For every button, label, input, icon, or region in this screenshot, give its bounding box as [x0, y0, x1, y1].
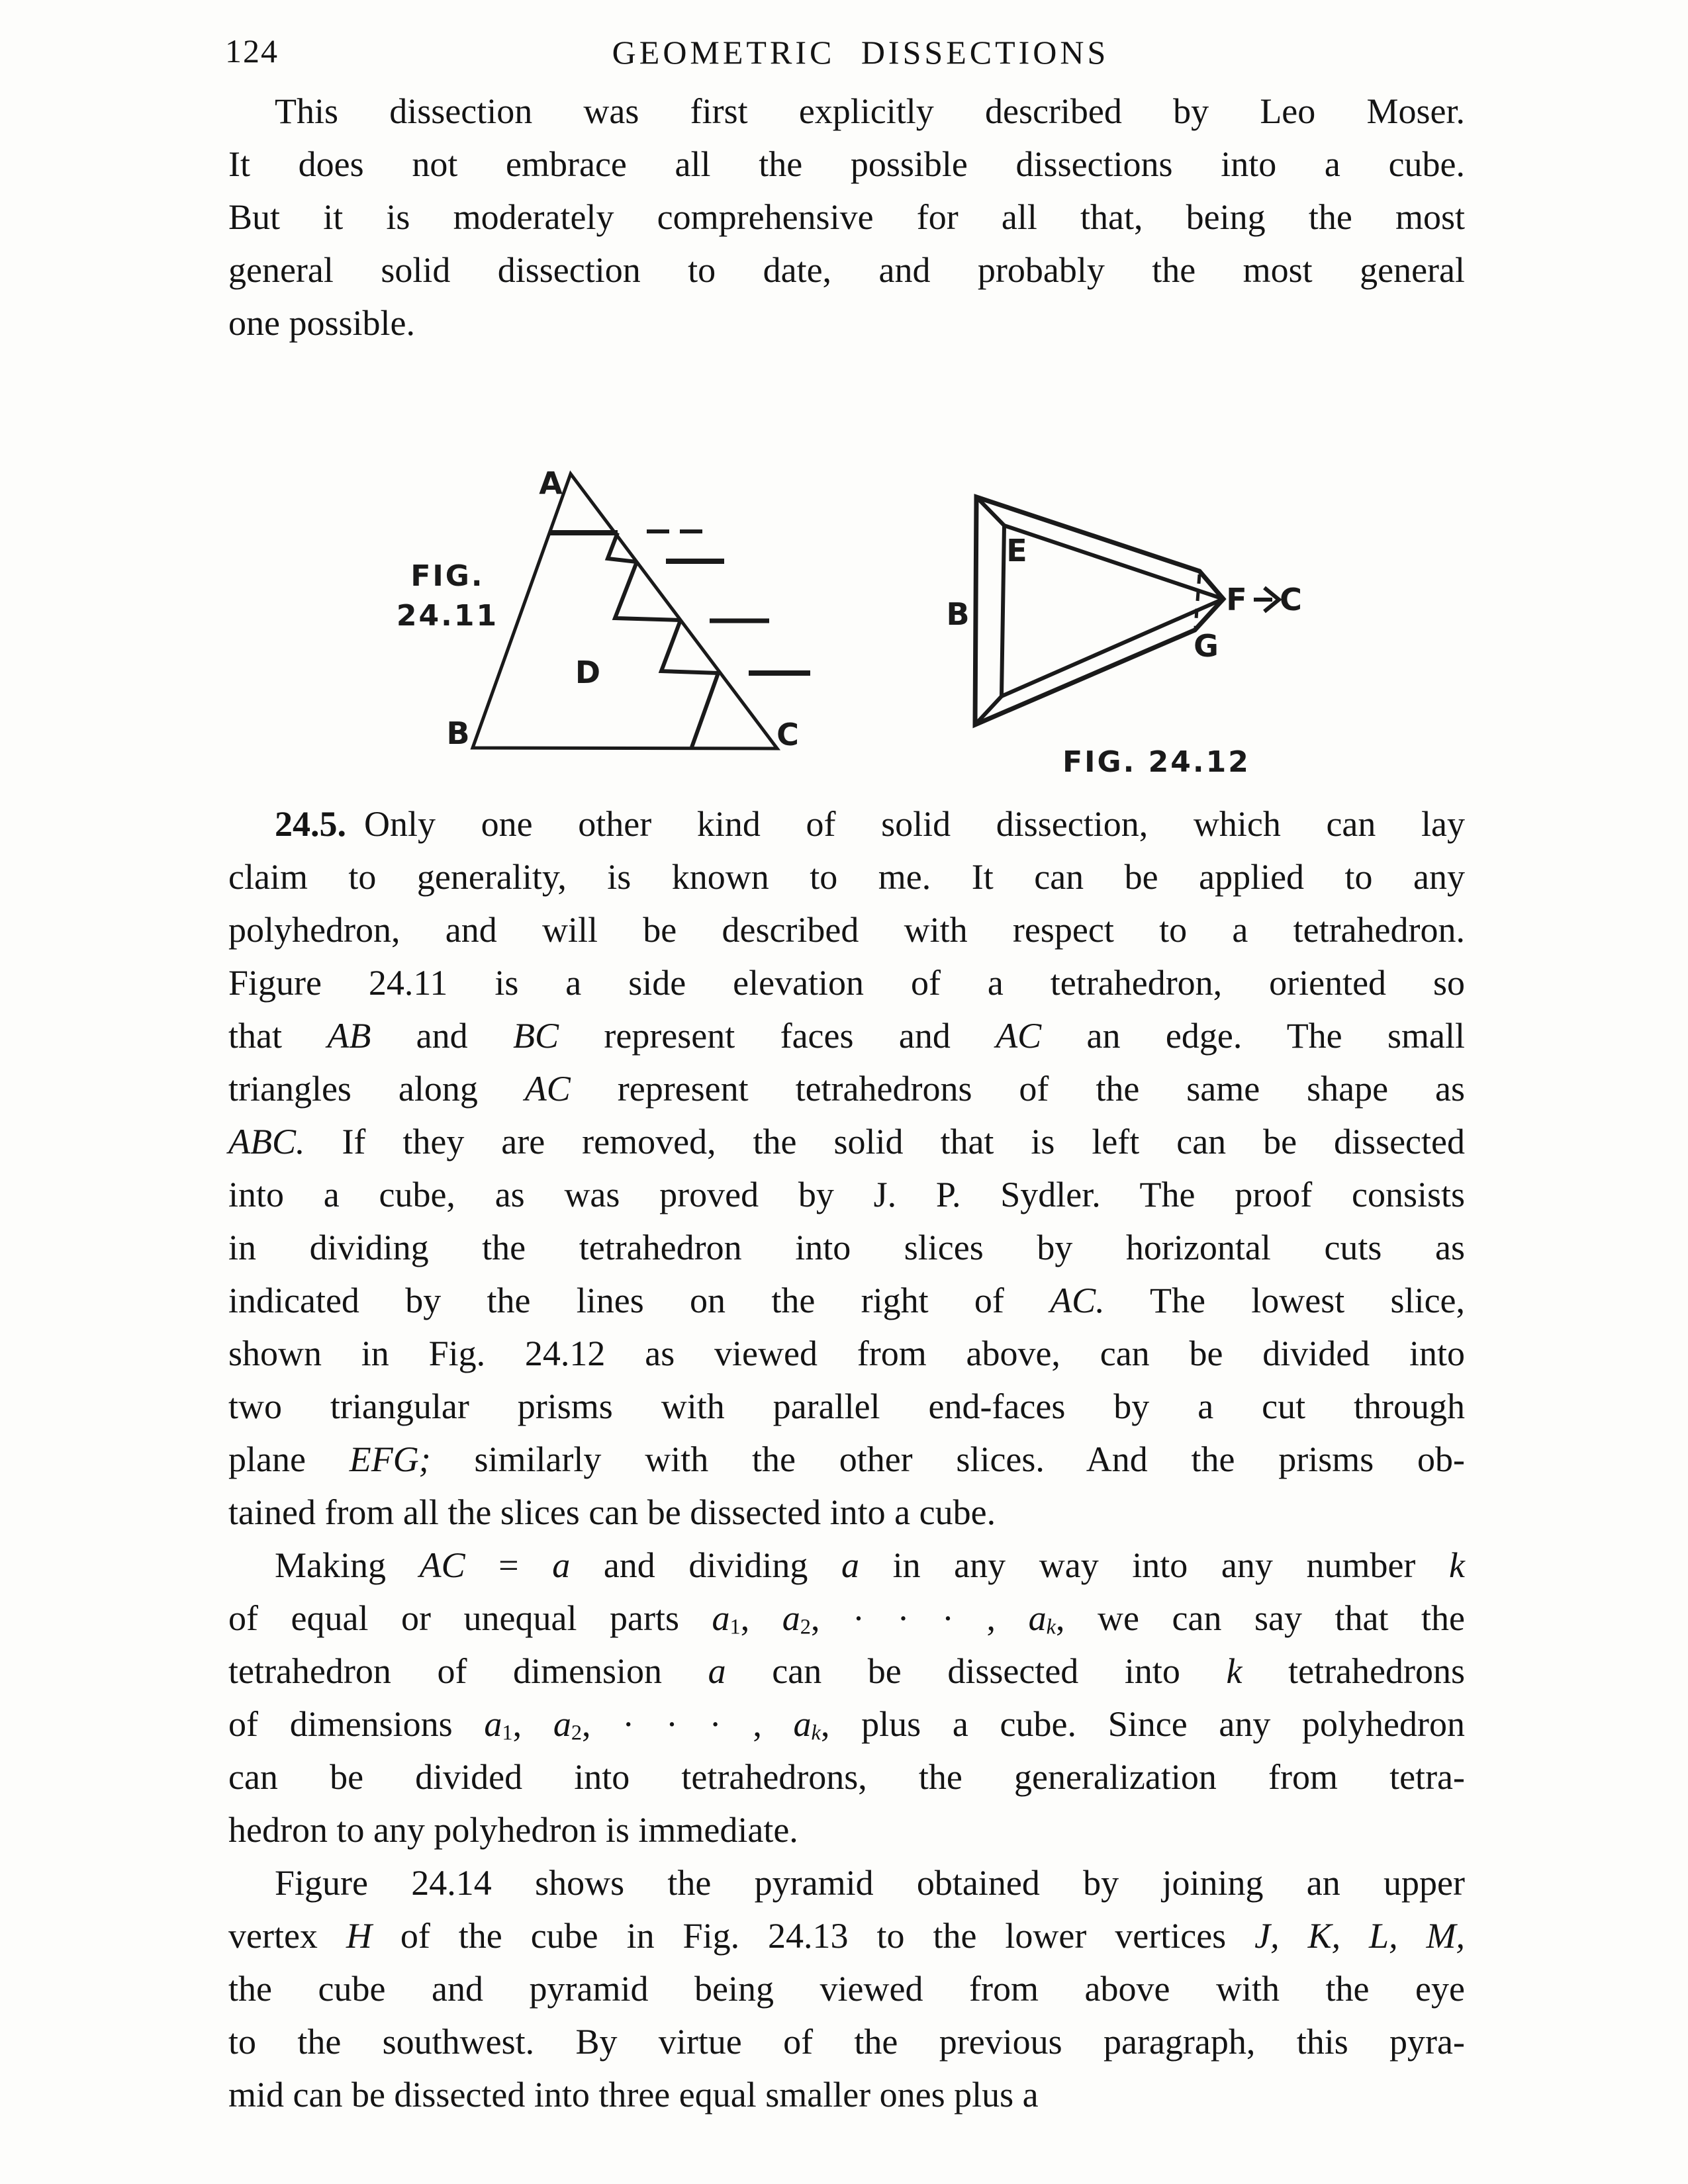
text-run: k — [1046, 1615, 1056, 1639]
text-run: can be divided into tetrahedrons, the generalization from tetra- — [228, 1757, 1465, 1797]
text-line — [228, 1698, 1465, 1751]
text-run: of equal or unequal parts — [228, 1598, 712, 1638]
text-run: , · · · , — [810, 1598, 1029, 1638]
prism-inner-top-edge — [1004, 525, 1223, 599]
text-line — [228, 1592, 1465, 1645]
text-run: that — [228, 1016, 328, 1056]
fig-24-11-caption-line2: 24.11 — [396, 599, 499, 633]
text-run: tetrahedrons — [1242, 1651, 1465, 1691]
vertex-label-e: E — [1006, 533, 1027, 569]
text-run: AC — [419, 1545, 465, 1585]
text-run: shown in Fig. 24.12 as viewed from above, can be divided into — [228, 1334, 1465, 1373]
text-run: Making — [275, 1545, 420, 1585]
paragraph — [228, 797, 1465, 1539]
text-run: two triangular prisms with parallel end-faces by a cut through — [228, 1387, 1465, 1426]
text-run: If they are removed, the solid that is left can be dissected — [305, 1122, 1465, 1161]
prism-inner-bottom-edge — [1002, 599, 1223, 696]
text-line — [228, 1062, 1465, 1115]
text-line — [228, 1380, 1465, 1433]
text-run: BC — [513, 1016, 559, 1056]
text-run: into a cube, as was proved by J. P. Sydler. The proof consists — [228, 1175, 1465, 1214]
text-line — [228, 244, 1465, 296]
text-run: one possible. — [228, 303, 415, 343]
text-run: can be dissected into — [726, 1651, 1227, 1691]
text-line — [228, 850, 1465, 903]
text-line — [228, 85, 1465, 138]
body-text-main — [228, 797, 1465, 2121]
paragraph — [228, 1539, 1465, 1856]
body-text-top — [228, 85, 1465, 349]
text-line — [228, 296, 1465, 349]
text-line — [228, 1486, 1465, 1539]
tetrahedron-side-elevation-outline — [473, 474, 777, 749]
text-run: in any way into any number — [859, 1545, 1450, 1585]
text-run: triangles along — [228, 1069, 525, 1109]
text-run: in dividing the tetrahedron into slices by horizontal cuts as — [228, 1228, 1465, 1267]
text-run: an edge. The small — [1041, 1016, 1465, 1056]
vertex-label-b: B — [446, 715, 470, 751]
text-run: a — [782, 1598, 800, 1638]
text-run: tained from all the slices can be dissected into a cube. — [228, 1492, 996, 1532]
figure-24-12 — [946, 497, 1301, 779]
text-run: 1 — [502, 1721, 513, 1745]
text-line — [228, 1909, 1465, 1962]
text-run: = — [465, 1545, 553, 1585]
text-run: mid can be dissected into three equal smaller ones plus a — [228, 2075, 1039, 2115]
text-run: , — [740, 1598, 782, 1638]
small-triangle-2 — [615, 562, 680, 620]
text-run: general solid dissection to date, and probably the most general — [228, 250, 1465, 290]
text-line — [228, 903, 1465, 956]
text-run: k — [1226, 1651, 1243, 1691]
figure-24-11 — [397, 465, 810, 752]
text-run: It does not embrace all the possible dissections into a cube. — [228, 144, 1465, 184]
text-run: a — [1028, 1598, 1047, 1638]
paragraph — [228, 85, 1465, 349]
text-line — [228, 1856, 1465, 1909]
text-run: plane — [228, 1439, 350, 1479]
text-run: similarly with the other slices. And the prisms ob- — [430, 1439, 1465, 1479]
text-run: a — [552, 1545, 571, 1585]
fig-24-11-caption-line1: FIG. — [410, 559, 485, 593]
text-run: AC — [996, 1016, 1042, 1056]
text-run: , we can say that the — [1055, 1598, 1466, 1638]
vertex-label-a: A — [539, 465, 563, 501]
text-run: vertex — [228, 1916, 346, 1956]
text-run: AB — [327, 1016, 371, 1056]
text-line — [228, 1221, 1465, 1274]
vertex-label-c: C — [776, 717, 799, 752]
running-head: GEOMETRIC DISSECTIONS — [612, 34, 1109, 71]
text-run: 2 — [571, 1721, 583, 1745]
text-run: the cube and pyramid being viewed from above with the eye — [228, 1969, 1465, 2009]
text-run: k — [811, 1721, 821, 1745]
text-run: represent tetrahedrons of the same shape as — [570, 1069, 1465, 1109]
text-run: and — [371, 1016, 513, 1056]
text-run: This dissection was first explicitly described by Leo Moser. — [275, 91, 1465, 131]
region-label-d: D — [575, 655, 601, 690]
small-triangle-3 — [661, 620, 718, 673]
text-run: of dimensions — [228, 1704, 485, 1744]
small-triangle-4 — [692, 673, 718, 747]
text-run: , · · · , — [582, 1704, 794, 1744]
text-run: k — [1449, 1545, 1465, 1585]
text-line — [228, 2068, 1465, 2121]
fig-24-12-caption: FIG. 24.12 — [1062, 745, 1250, 779]
text-line — [228, 1327, 1465, 1380]
text-run: claim to generality, is known to me. It can be applied to any — [228, 857, 1465, 897]
text-run: AC. — [1050, 1281, 1105, 1320]
paragraph — [228, 1856, 1465, 2121]
text-line — [228, 1539, 1465, 1592]
text-run: a — [708, 1651, 726, 1691]
text-line — [228, 956, 1465, 1009]
vertex-label-f: F — [1226, 582, 1247, 617]
page-number: 124 — [225, 32, 279, 69]
text-line — [228, 2015, 1465, 2068]
text-line — [228, 1803, 1465, 1856]
text-run: hedron to any polyhedron is immediate. — [228, 1810, 798, 1850]
text-run: Figure 24.14 shows the pyramid obtained by joining an upper — [275, 1863, 1465, 1903]
text-line — [228, 138, 1465, 191]
text-line — [228, 1962, 1465, 2015]
text-line — [228, 1168, 1465, 1221]
figures-illustration — [357, 430, 1403, 801]
prism-inner-left-edge — [975, 497, 1004, 725]
vertex-label-b2: B — [946, 596, 970, 632]
text-run: Only one other kind of solid dissection, which can lay — [346, 804, 1465, 844]
cut-plane-dashed-edge — [1196, 574, 1199, 627]
arrow-target-label-c: C — [1280, 582, 1302, 617]
text-run: 2 — [800, 1615, 811, 1639]
text-run: polyhedron, and will be described with respect to a tetrahedron. — [228, 910, 1465, 950]
text-line — [228, 797, 1465, 850]
text-run: ABC. — [228, 1122, 305, 1161]
text-run: The lowest slice, — [1104, 1281, 1466, 1320]
text-run: of the cube in Fig. 24.13 to the lower vertices — [371, 1916, 1255, 1956]
text-run: , plus a cube. Since any polyhedron — [820, 1704, 1466, 1744]
text-run: , — [512, 1704, 553, 1744]
text-run: AC — [524, 1069, 571, 1109]
text-run: a — [484, 1704, 502, 1744]
text-run: 24.5. — [275, 804, 346, 844]
text-line — [228, 191, 1465, 244]
text-run: Figure 24.11 is a side elevation of a tetrahedron, oriented so — [228, 963, 1465, 1003]
text-run: tetrahedron of dimension — [228, 1651, 708, 1691]
text-run: a — [712, 1598, 730, 1638]
text-run: a — [793, 1704, 812, 1744]
text-run: H — [346, 1916, 372, 1956]
text-run: a — [841, 1545, 859, 1585]
text-run: a — [553, 1704, 571, 1744]
text-line — [228, 1751, 1465, 1803]
text-run: EFG; — [349, 1439, 431, 1479]
text-line — [228, 1433, 1465, 1486]
text-run: indicated by the lines on the right of — [228, 1281, 1051, 1320]
text-run: J, K, L, M, — [1254, 1916, 1466, 1956]
text-line — [228, 1115, 1465, 1168]
text-line — [228, 1274, 1465, 1327]
vertex-label-g: G — [1194, 628, 1219, 664]
text-run: and dividing — [570, 1545, 841, 1585]
text-run: 1 — [729, 1615, 741, 1639]
text-line — [228, 1645, 1465, 1698]
text-run: But it is moderately comprehensive for all that, being the most — [228, 197, 1465, 237]
text-run: represent faces and — [559, 1016, 996, 1056]
text-run: to the southwest. By virtue of the previous paragraph, this pyra- — [228, 2022, 1465, 2062]
text-line — [228, 1009, 1465, 1062]
